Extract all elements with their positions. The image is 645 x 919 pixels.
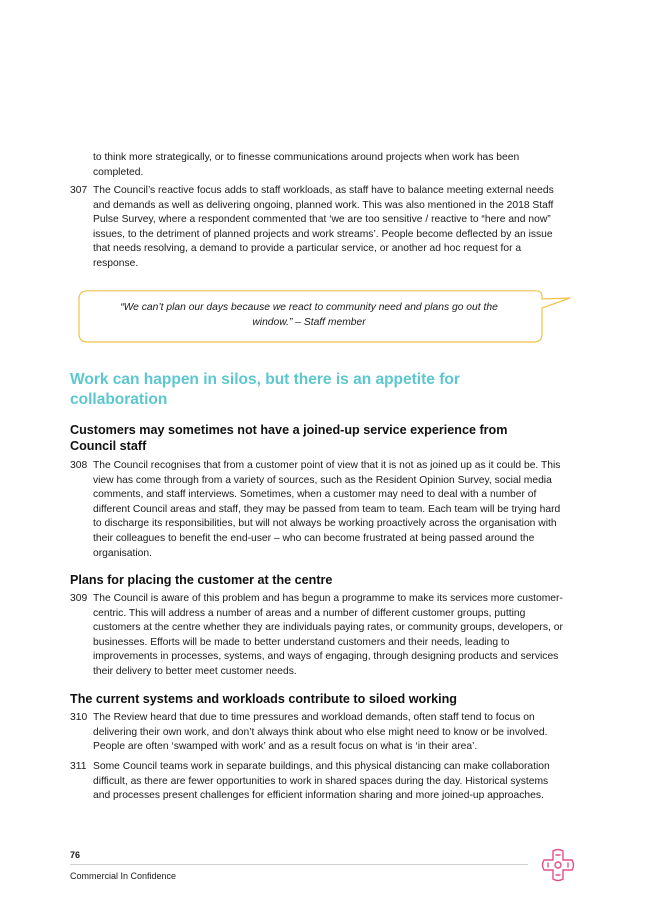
paragraph-text: The Council is aware of this problem and has begun a programme to make its services more customer-centric. This will address a number of areas and a number of different customer groups, putting customers at the centre whether they are individuals paying rates, or community groups, developers, or businesses. Efforts will be made to better understand customers and their needs, leading to improvements in processes, systems, and ways of engaging, through designing products and services their delivery to better meet customer needs. — [93, 593, 563, 677]
paragraph-307 — [70, 184, 565, 272]
paragraph-text: The Review heard that due to time pressures and workload demands, often staff tend to focus on delivering their own work, and don’t always think about who else might need to know or be involved. People are often ‘swamped with work’ and as a result focus on what is ‘in their area’. — [93, 712, 548, 753]
council-cross-logo-icon — [541, 848, 575, 882]
paragraph-number: 310 — [70, 712, 88, 723]
paragraph-310 — [70, 711, 565, 755]
section-title: Work can happen in silos, but there is an appetite for collaboration — [70, 371, 460, 408]
paragraph-text: The Council recognises that from a customer point of view that it is not as joined up as it could be. This view has come through from a variety of sources, such as the Resident Opinion Survey, social media comments, and staff interviews. Sometimes, when a customer may need to deal with a number of different Council areas and staff, they may be passed from team to team. Each team will be trying hard to discharge its responsibilities, but will not always be working proactively across the organisation with their colleagues to benefit the end-user – who can become frustrated at being passed around the organisation. — [93, 460, 561, 559]
page-number: 76 — [70, 850, 81, 860]
paragraph-308 — [70, 459, 565, 561]
quote-text: “We can’t plan our days because we react to community need and plans go out the window.” – Staff member — [120, 302, 498, 328]
paragraph-309 — [70, 592, 565, 680]
paragraph-number: 307 — [70, 185, 88, 196]
paragraph-number: 311 — [70, 761, 87, 772]
footer-confidentiality: Commercial In Confidence — [70, 871, 177, 881]
subheading-customer-centre: Plans for placing the customer at the centre — [70, 573, 333, 587]
continuation-text: to think more strategically, or to finesse communications around projects when work has been completed. — [93, 152, 520, 178]
paragraph-number: 309 — [70, 593, 88, 604]
paragraph-text: Some Council teams work in separate buildings, and this physical distancing can make collaboration difficult, as there are fewer opportunities to work in shared spaces during the day. Historical systems and processes present challenges for efficient information sharing and more joined-up approaches. — [93, 761, 550, 802]
quote-callout — [78, 290, 573, 345]
paragraph-number: 308 — [70, 460, 88, 471]
footer-divider — [70, 864, 528, 865]
subheading-joined-up-service: Customers may sometimes not have a joined-up service experience from Council staff — [70, 423, 508, 453]
subheading-siloed-working: The current systems and workloads contribute to siloed working — [70, 692, 457, 706]
paragraph-text: The Council’s reactive focus adds to staff workloads, as staff have to balance meeting external needs and demands as well as delivering ongoing, planned work. This was also mentioned in the 2018 Staff Pulse Survey, where a respondent commented that ‘we are too sensitive / reactive to “here and now” issues, to the detriment of planned projects and work streams’. People become deflected by an issue that needs resolving, a demand to provide a particular service, or another ad hoc request for a response. — [93, 185, 554, 269]
paragraph-311 — [70, 760, 565, 804]
